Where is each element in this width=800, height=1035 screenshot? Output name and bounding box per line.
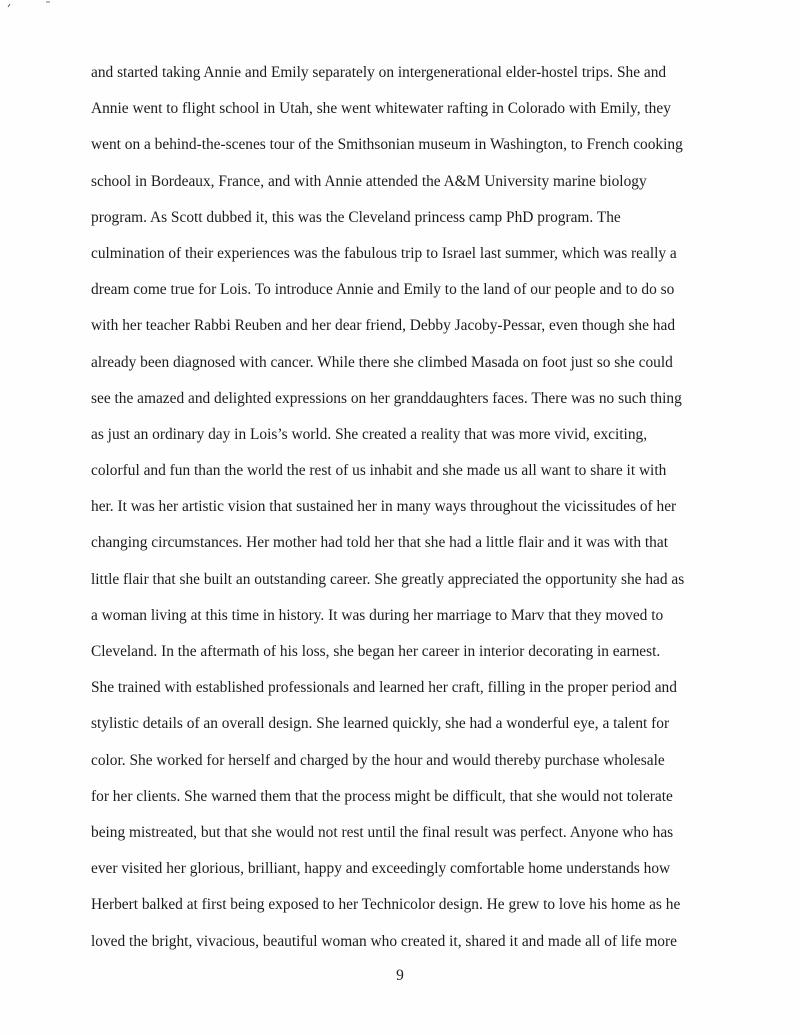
text-line: for her clients. She warned them that the process might be difficult, that she would not tolerate xyxy=(91,787,673,805)
text-line: Herbert balked at first being exposed to her Technicolor design. He grew to love his home as he xyxy=(91,896,681,914)
text-line: She trained with established professionals and learned her craft, filling in the proper period and xyxy=(91,679,677,697)
text-line: see the amazed and delighted expressions on her granddaughters faces. There was no such thing xyxy=(91,389,682,407)
text-line: program. As Scott dubbed it, this was the Cleveland princess camp PhD program. The xyxy=(91,208,621,226)
text-line: loved the bright, vivacious, beautiful woman who created it, shared it and made all of life more xyxy=(91,932,677,950)
text-line: her. It was her artistic vision that sustained her in many ways throughout the vicissitudes of her xyxy=(91,498,677,516)
body-text xyxy=(91,58,731,963)
text-line: colorful and fun than the world the rest of us inhabit and she made us all want to share it with xyxy=(91,462,667,480)
text-line: culmination of their experiences was the fabulous trip to Israel last summer, which was really a xyxy=(91,244,677,262)
text-line: Annie went to flight school in Utah, she went whitewater rafting in Colorado with Emily, they xyxy=(91,100,671,118)
text-line: went on a behind-the-scenes tour of the Smithsonian museum in Washington, to French cooking xyxy=(91,136,683,154)
text-line: color. She worked for herself and charged by the hour and would thereby purchase wholesale xyxy=(91,751,665,769)
text-line: a woman living at this time in history. It was during her marriage to Marv that they moved to xyxy=(91,606,664,624)
text-line: dream come true for Lois. To introduce Annie and Emily to the land of our people and to do so xyxy=(91,281,675,299)
text-line: little flair that she built an outstanding career. She greatly appreciated the opportunity she had as xyxy=(91,570,685,588)
text-line: and started taking Annie and Emily separately on intergenerational elder-hostel trips. She and xyxy=(91,64,667,81)
text-line: Cleveland. In the aftermath of his loss, she began her career in interior decorating in earnest. xyxy=(91,643,661,660)
text-line: changing circumstances. Her mother had told her that she had a little flair and it was with that xyxy=(91,534,668,552)
text-line: as just an ordinary day in Lois’s world. She created a reality that was more vivid, exciting, xyxy=(91,425,648,443)
text-line: ever visited her glorious, brilliant, happy and exceedingly comfortable home understands how xyxy=(91,860,671,878)
text-line: being mistreated, but that she would not rest until the final result was perfect. Anyone who has xyxy=(91,823,674,841)
text-line: school in Bordeaux, France, and with Annie attended the A&M University marine biology xyxy=(91,172,647,190)
text-line: with her teacher Rabbi Reuben and her dear friend, Debby Jacoby-Pessar, even though she had xyxy=(91,317,676,335)
scan-artifact xyxy=(6,0,66,8)
text-line: stylistic details of an overall design. She learned quickly, she had a wonderful eye, a talent for xyxy=(91,715,670,733)
page-number: 9 xyxy=(396,967,404,984)
text-line: already been diagnosed with cancer. While there she climbed Masada on foot just so she could xyxy=(91,353,673,371)
